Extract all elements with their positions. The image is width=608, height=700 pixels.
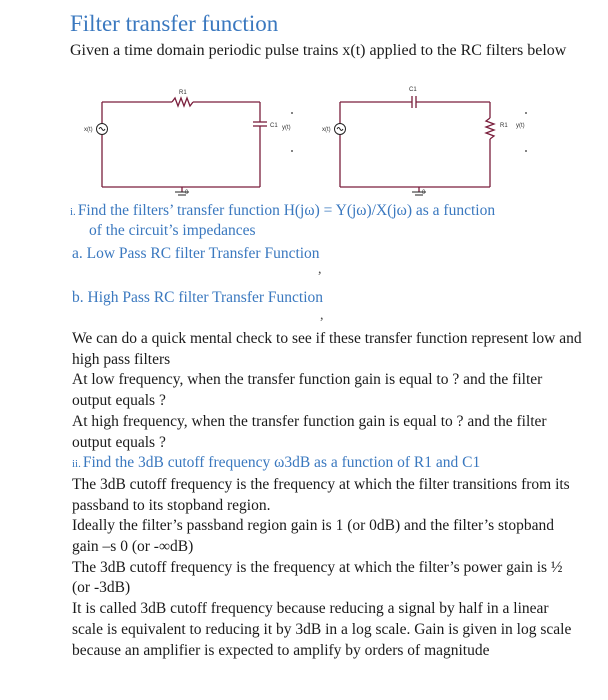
paragraph-5: Ideally the filter’s passband region gain is 1 (or 0dB) and the filter’s stopband gain –s 0 (or -∞dB): [72, 517, 554, 556]
hp-capacitor-label: C1: [409, 87, 417, 93]
hp-source-label: x(t): [322, 127, 331, 133]
question-2-text: Find the 3dB cutoff frequency ω3dB as a function of R1 and C1: [82, 454, 481, 472]
hp-ground-label: 0: [422, 190, 426, 196]
question-a: a. Low Pass RC filter Transfer Function: [72, 245, 320, 262]
lp-capacitor-label: C1: [270, 123, 278, 129]
mark-2: ,: [320, 308, 324, 323]
paragraph-3: At high frequency, when the transfer function gain is equal to ? and the filter output equals ?: [72, 412, 547, 451]
question-1-line-1: Find the filters’ transfer function H(jω) = Y(jω)/X(jω) as a function: [77, 202, 496, 219]
paragraph-7: It is called 3dB cutoff frequency because reducing a signal by half in a linear scale is equivalent to reducing it by 3dB in a log scale. Gain is given in log scale because an amplifier is expected to amplify by orders of magnitude: [72, 600, 572, 659]
lp-source: [97, 124, 108, 135]
lp-ground-label: 0: [185, 190, 189, 196]
paragraph-2: At low frequency, when the transfer function gain is equal to ? and the filter output equals ?: [72, 371, 543, 410]
question-1: [70, 201, 495, 222]
question-2: [72, 453, 582, 475]
hp-resistor-label: R1: [500, 123, 508, 129]
paragraph-6: The 3dB cutoff frequency is the frequency at which the filter’s power gain is ½ (or -3dB): [72, 558, 563, 597]
intro-text: Given a time domain periodic pulse trains x(t) applied to the RC filters below: [70, 42, 567, 59]
mark-1: ,: [318, 262, 322, 277]
lp-source-label: x(t): [84, 127, 93, 133]
question-1-line-2: of the circuit’s impedances: [89, 222, 256, 239]
low-pass-circuit: [102, 98, 267, 192]
paragraph-1: We can do a quick mental check to see if these transfer function represent low and high pass filters: [72, 330, 582, 368]
paragraph-4: The 3dB cutoff frequency is the frequency at which the filter transitions from its passband to its stopband region.: [72, 475, 570, 514]
hp-resistor: [486, 118, 494, 139]
question-2-number: ii.: [72, 458, 81, 471]
lp-resistor: [172, 98, 193, 106]
circuit-diagrams: [70, 82, 550, 197]
high-pass-circuit: [340, 96, 494, 192]
question-b: b. High Pass RC filter Transfer Function: [72, 289, 324, 306]
hp-output-label: y(t): [516, 123, 525, 129]
lp-output-label: y(t): [282, 125, 291, 131]
explanation-block: [72, 329, 582, 661]
page-title: Filter transfer function: [70, 11, 279, 36]
lp-resistor-label: R1: [179, 90, 187, 96]
question-1-number: i.: [70, 206, 76, 218]
hp-source: [335, 124, 346, 135]
